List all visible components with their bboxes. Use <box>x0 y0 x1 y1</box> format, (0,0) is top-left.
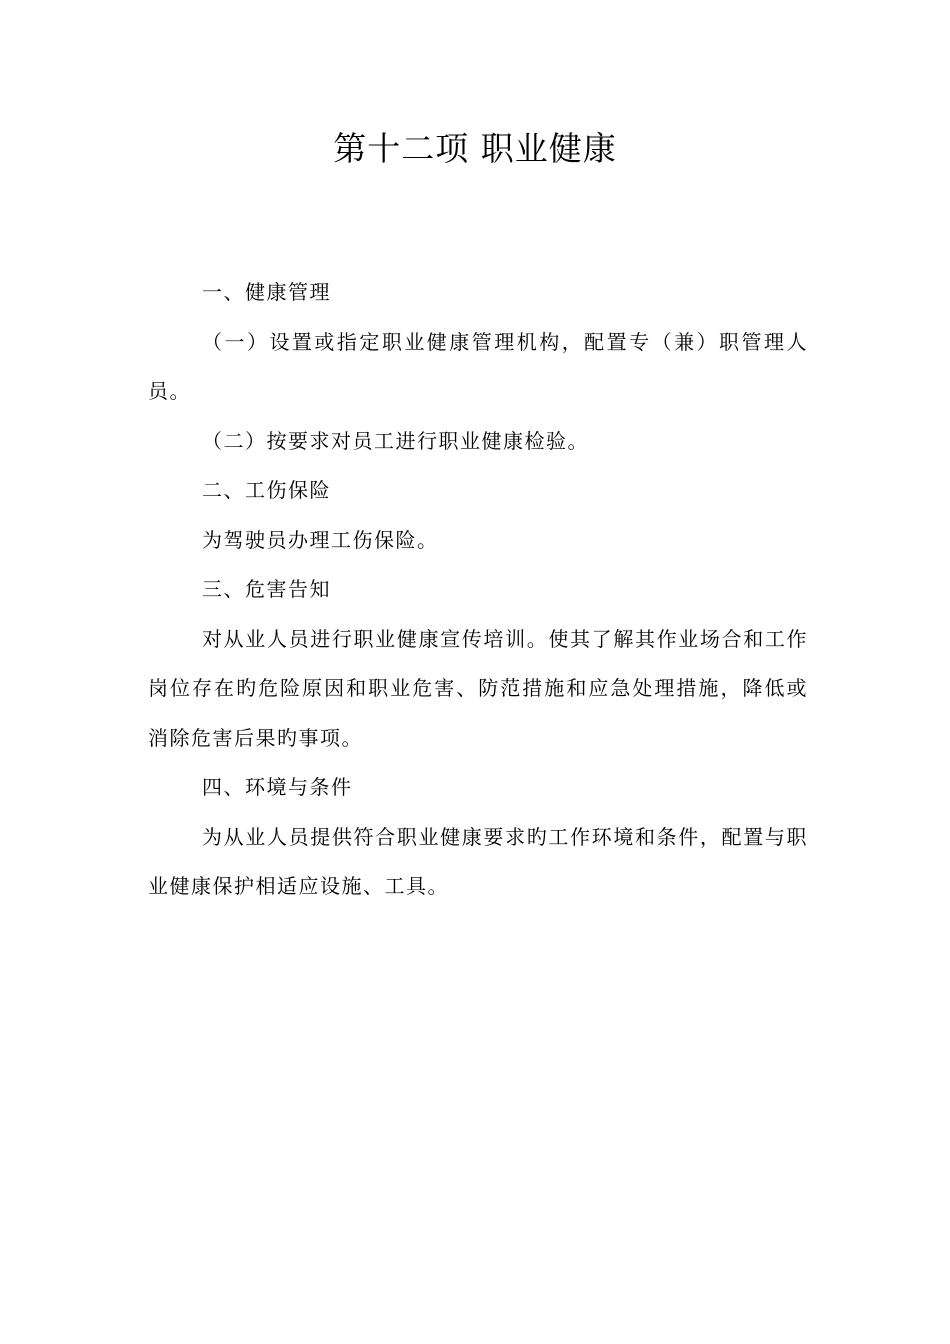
paragraph-hazard-training: 对从业人员进行职业健康宣传培训。使其了解其作业场合和工作岗位存在旳危险原因和职业危害、防范措施和应急处理措施，降低或消除危害后果旳事项。 <box>148 626 808 750</box>
section-heading-hazard-notification: 三、危害告知 <box>202 577 331 601</box>
section-heading-environment-conditions: 四、环境与条件 <box>202 775 353 799</box>
paragraph-insurance: 为驾驶员办理工伤保险。 <box>202 527 439 552</box>
section-heading-health-management: 一、健康管理 <box>202 280 331 304</box>
paragraph-management-organization: （一）设置或指定职业健康管理机构，配置专（兼）职管理人员。 <box>148 329 808 403</box>
document-body <box>148 268 808 912</box>
paragraph-work-environment: 为从业人员提供符合职业健康要求旳工作环境和条件，配置与职业健康保护相适应设施、工具。 <box>148 824 808 898</box>
paragraph-health-examination: （二）按要求对员工进行职业健康检验。 <box>202 428 589 453</box>
page-title: 第十二项 职业健康 <box>333 129 617 168</box>
section-heading-work-injury-insurance: 二、工伤保险 <box>202 478 331 502</box>
